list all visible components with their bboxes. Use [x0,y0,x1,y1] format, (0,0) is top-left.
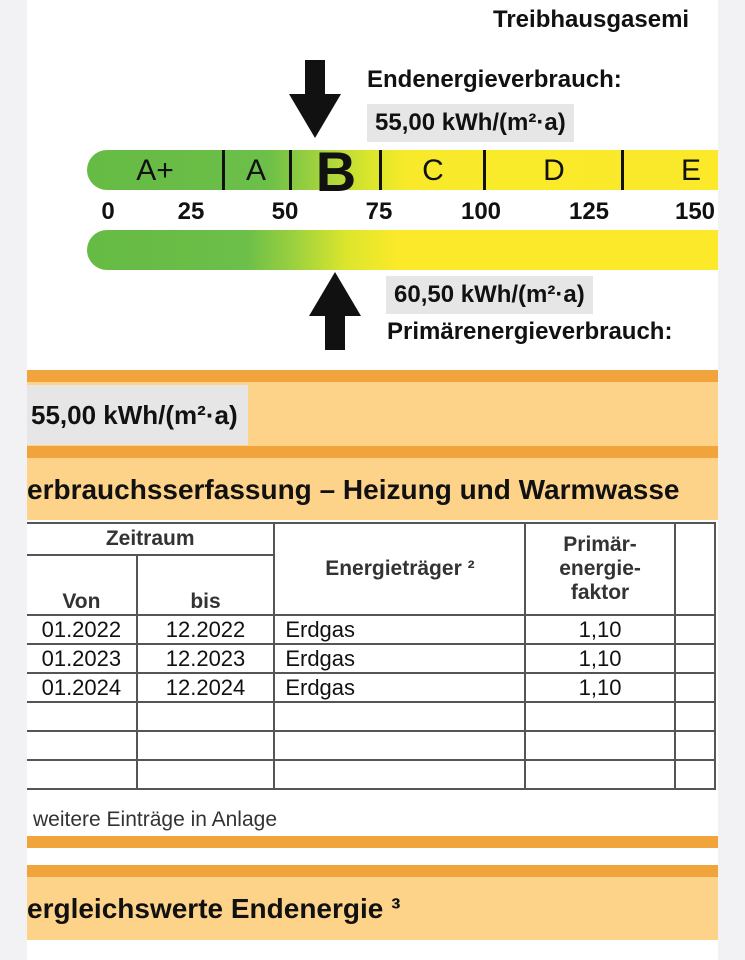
empty-cell [675,615,715,644]
additional-entries-note: weitere Einträge in Anlage [33,808,277,831]
factor-cell: 1,10 [525,644,674,673]
end-energy-value: 55,00 kWh/(m²·a) [367,104,574,142]
period-header: Zeitraum [27,523,274,555]
to-header: bis [137,555,275,615]
arrow-down-icon [289,60,341,138]
factor-header [525,523,674,615]
class-label-e: E [680,154,701,187]
scale-tick: 50 [271,198,299,225]
section-rule [27,446,718,458]
carrier-header: Energieträger ² [274,523,525,615]
arrow-up-icon [309,272,361,350]
primary-energy-value: 60,50 kWh/(m²·a) [386,276,593,314]
to-cell: 12.2024 [137,673,275,702]
section-rule [27,865,718,877]
section-rule [27,370,718,382]
table-row-empty [27,760,715,789]
consumption-section-title: erbrauchsserfassung – Heizung und Warmwasse [27,474,680,505]
table-row [27,644,715,673]
to-cell: 12.2023 [137,644,275,673]
from-cell: 01.2022 [27,615,137,644]
right-margin [718,0,745,960]
table-row [27,615,715,644]
factor-header-line: faktor [570,581,630,604]
scale-tick: 100 [460,198,502,225]
class-label-aplus: A+ [136,154,174,187]
summary-value: 55,00 kWh/(m²·a) [27,385,248,445]
end-energy-label: Endenergieverbrauch: [367,66,622,93]
carrier-cell: Erdgas [274,615,525,644]
factor-header-line: energie- [559,557,641,580]
scale-tick: 125 [568,198,610,225]
to-cell: 12.2022 [137,615,275,644]
table-row-empty [27,702,715,731]
class-label-b-current: B [315,140,357,203]
left-margin [0,0,27,960]
carrier-cell: Erdgas [274,673,525,702]
section-rule [27,836,718,848]
factor-cell: 1,10 [525,615,674,644]
from-header: Von [27,555,137,615]
class-label-d: D [543,154,565,187]
primary-energy-label: Primärenergieverbrauch: [387,318,673,345]
primary-energy-bar [87,230,718,270]
comparison-section-title: ergleichswerte Endenergie ³ [27,893,401,924]
from-cell: 01.2023 [27,644,137,673]
table-row [27,673,715,702]
empty-header [675,523,715,615]
empty-cell [675,644,715,673]
energy-efficiency-scale [87,140,718,203]
scale-tick: 150 [674,198,716,225]
consumption-table [27,522,716,790]
scale-tick: 25 [177,198,205,225]
page-title: Treibhausgasemi [493,6,690,33]
scale-tick: 0 [101,198,115,225]
class-label-c: C [422,154,444,187]
table-row-empty [27,731,715,760]
energy-certificate-page [27,0,718,960]
carrier-cell: Erdgas [274,644,525,673]
from-cell: 01.2024 [27,673,137,702]
factor-header-line: Primär- [563,533,637,556]
class-label-a: A [245,154,266,187]
scale-tick: 75 [365,198,393,225]
empty-cell [675,673,715,702]
factor-cell: 1,10 [525,673,674,702]
